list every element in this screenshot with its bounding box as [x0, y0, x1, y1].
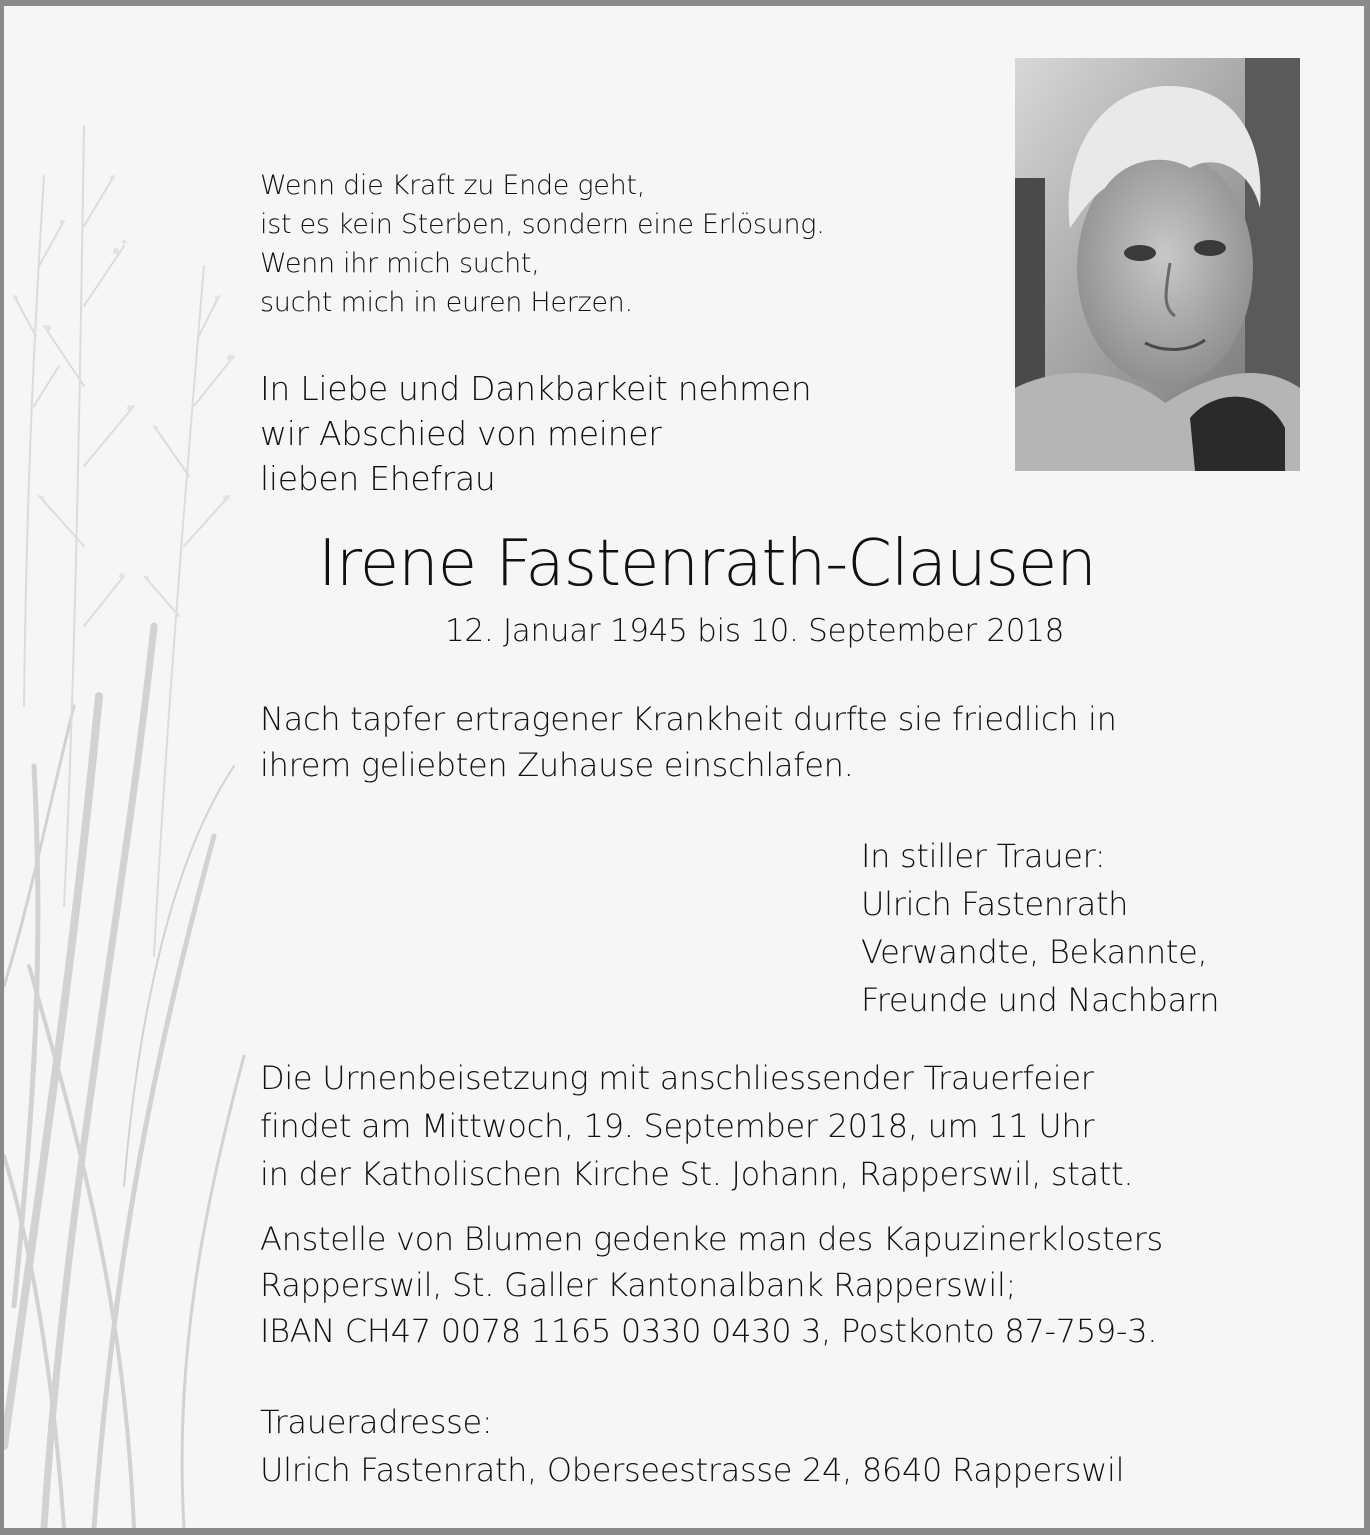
portrait-photo — [1015, 58, 1300, 471]
donation-note: Anstelle von Blumen gedenke man des Kapuzinerklosters Rapperswil, St. Galler Kantonalbank Rapperswil; IBAN CH47 0078 1165 0330 0430 3, Postkonto 87-759-3. — [260, 1220, 1163, 1350]
funeral-details: Die Urnenbeisetzung mit anschliessender Trauerfeier findet am Mittwoch, 19. September 2018, um 11 Uhr in der Katholischen Kirche St. Johann, Rapperswil, statt. — [260, 1059, 1134, 1193]
grass-decoration — [4, 6, 264, 1528]
life-dates: 12. Januar 1945 bis 10. September 2018 — [445, 613, 1065, 649]
mourning-address: Traueradresse: Ulrich Fastenrath, Oberseestrasse 24, 8640 Rapperswil — [260, 1403, 1125, 1489]
intro-text: In Liebe und Dankbarkeit nehmen wir Abschied von meiner lieben Ehefrau — [260, 369, 812, 498]
poem-text: Wenn die Kraft zu Ende geht, ist es kein Sterben, sondern eine Erlösung. Wenn ihr mich sucht, sucht mich in euren Herzen. — [260, 170, 825, 318]
mourners-list: In stiller Trauer: Ulrich Fastenrath Verwandte, Bekannte, Freunde und Nachbarn — [861, 837, 1220, 1019]
obituary-notice — [4, 6, 1364, 1528]
deceased-name: Irene Fastenrath-Clausen — [318, 527, 1096, 601]
passing-message: Nach tapfer ertragener Krankheit durfte sie friedlich in ihrem geliebten Zuhause einschlafen. — [260, 700, 1117, 784]
